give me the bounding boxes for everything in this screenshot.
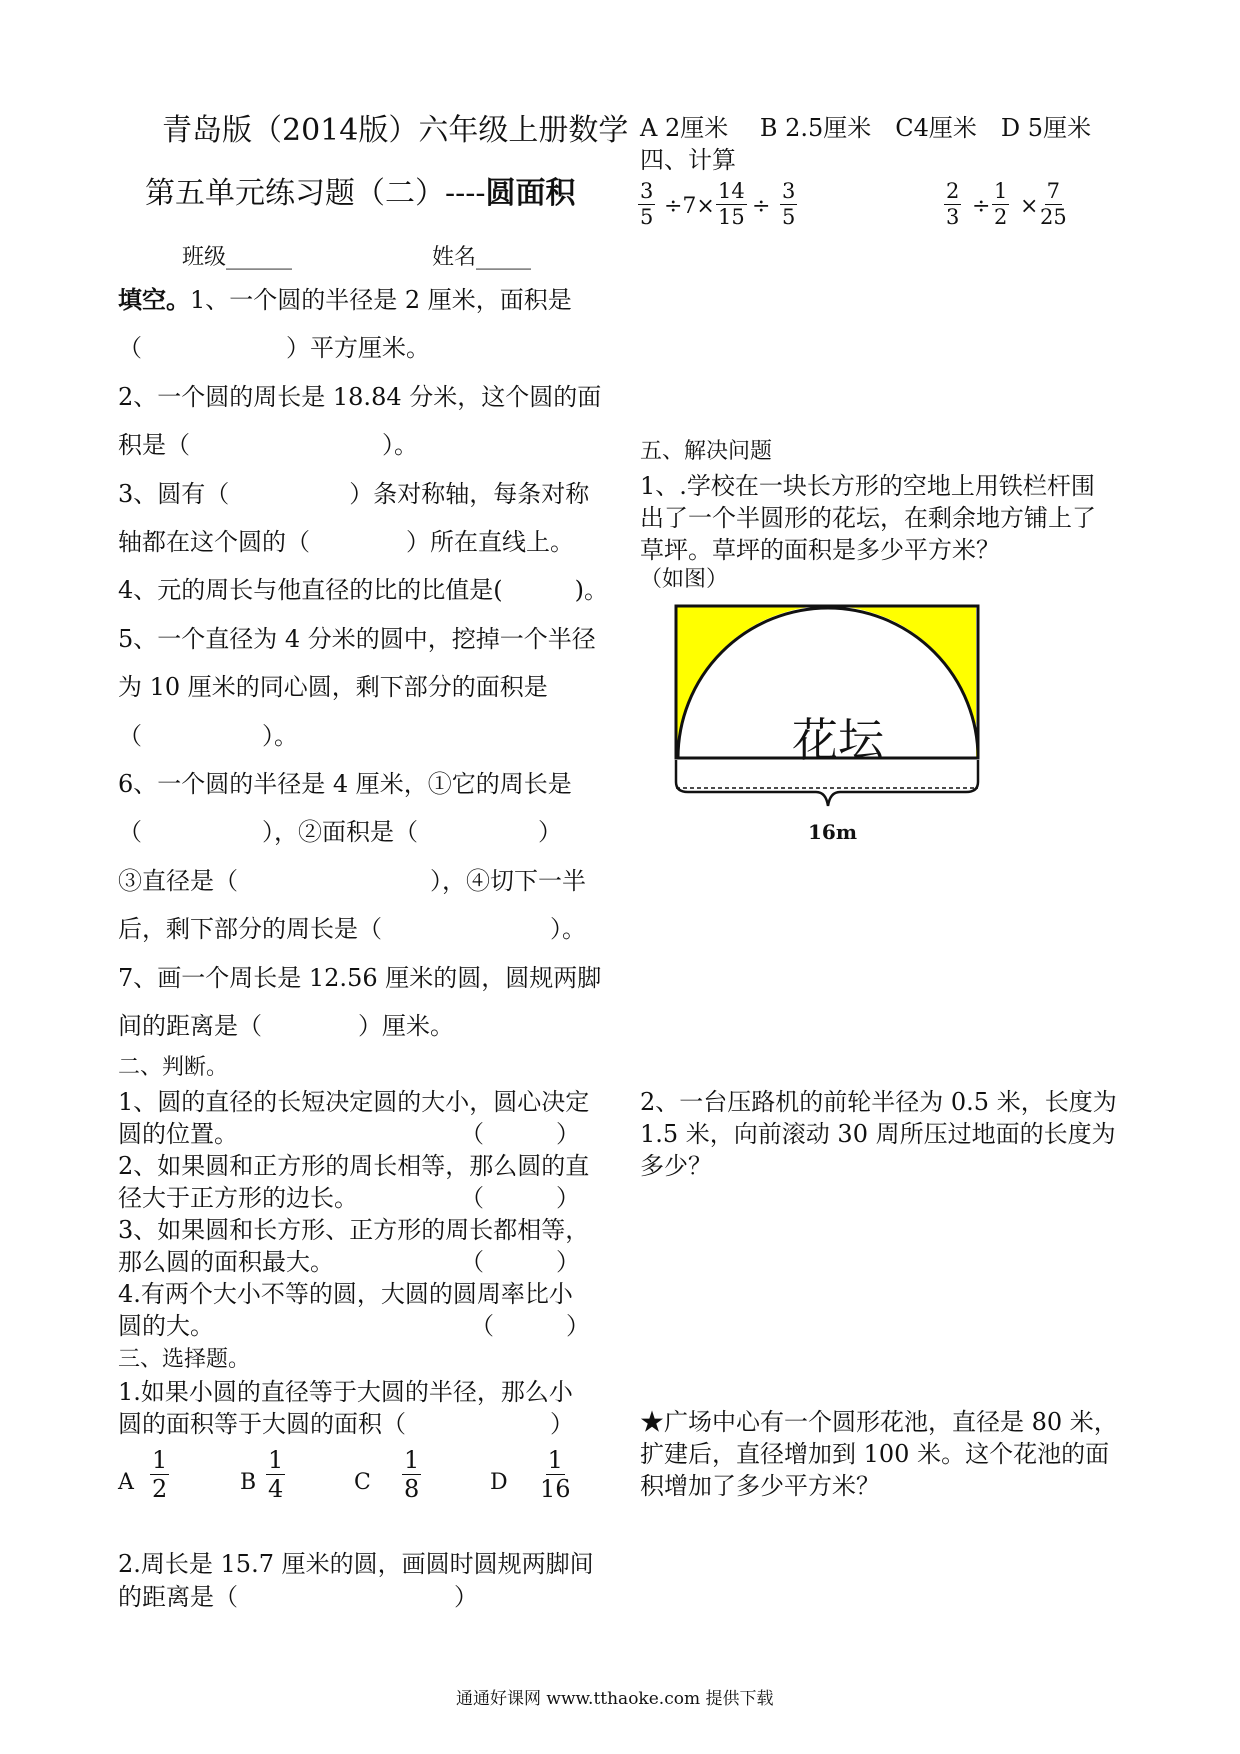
fill-q2-line2: 积是（ ）。 [118,431,418,459]
fill-q6-line3: ③直径是（ ），④切下一半 [118,867,586,895]
choice-q2-line2: 的距离是（ ） [118,1583,478,1611]
choice-q2-options: A 2厘米 B 2.5厘米 C4厘米 D 5厘米 [640,114,1092,142]
calc-expr2-operator-div: ÷ [972,194,991,219]
choice-q2-line1: 2.周长是 15.7 厘米的圆，画圆时圆规两脚间 [118,1550,594,1578]
solve-heading: 五、解决问题 [640,439,773,464]
calc-expr1-operator-div: ÷ [752,194,771,219]
judge-q3-paren: （ ） [460,1248,580,1276]
fill-q5-line2: 为 10 厘米的同心圆，剩下部分的面积是 [118,673,548,701]
calc-expr1-fraction-2: $\frac{14}{15}$ [718,179,745,229]
calc-expr2-fraction-1: $\frac{2}{3}$ [946,179,960,229]
fill-q7-line1: 7、画一个周长是 12.56 厘米的圆，圆规两脚 [118,964,602,992]
choice-option-c-letter: C [354,1470,371,1495]
class-field: 班级______ [182,245,293,270]
fill-q1-text: 1、一个圆的半径是 2 厘米，面积是 [190,286,572,314]
judge-q2-line2: 径大于正方形的边长。 [118,1184,358,1212]
judge-q2-line1: 2、如果圆和正方形的周长相等，那么圆的直 [118,1152,590,1180]
calc-expr1-fraction-1: $\frac{3}{5}$ [640,179,654,229]
choice-option-d-letter: D [490,1470,508,1495]
fill-q3-line1: 3、圆有（ ）条对称轴，每条对称 [118,480,590,508]
judge-q1-line1: 1、圆的直径的长短决定圆的大小，圆心决定 [118,1088,590,1116]
solve-q1-line2: 出了一个半圆形的花坛，在剩余地方铺上了 [640,504,1096,532]
solve-q3-line3: 积增加了多少平方米？ [640,1472,880,1500]
fill-q5-line3: （ ）。 [118,722,298,750]
solve-q2-line2: 1.5 米，向前滚动 30 周所压过地面的长度为 [640,1120,1116,1148]
judge-q1-paren: （ ） [460,1120,580,1148]
judge-q2-paren: （ ） [460,1184,580,1212]
calc-expr1-operator-mid: ÷7× [664,194,715,219]
calc-heading: 四、计算 [640,146,736,174]
flowerbed-label: 花坛 [792,713,884,767]
solve-q3-line2: 扩建后，直径增加到 100 米。这个花池的面 [640,1440,1110,1468]
fill-heading: 填空。 [118,285,190,314]
width-label: 16m [808,820,857,844]
fill-q7-line2: 间的距离是（ ）厘米。 [118,1012,454,1040]
title-line-1: 青岛版（2014版）六年级上册数学 [162,113,629,148]
judge-q1-line2: 圆的位置。 [118,1120,238,1148]
choice-option-b-letter: B [240,1470,257,1495]
solve-q2-line1: 2、一台压路机的前轮半径为 0.5 米，长度为 [640,1088,1117,1116]
fill-q6-line2: （ ），②面积是（ ） [118,818,562,846]
title-topic: 圆面积 [485,176,576,211]
choice-option-c-fraction: $\frac{1}{8}$ [404,1446,420,1503]
choice-q1-line1: 1.如果小圆的直径等于大圆的半径，那么小 [118,1378,573,1406]
name-field: 姓名_____ [432,245,532,270]
calc-expr2-operator-times: × [1020,194,1039,219]
fill-q1-line2: （ ）平方厘米。 [118,334,430,362]
solve-q2-line3: 多少？ [640,1152,712,1180]
solve-q1-line3: 草坪。草坪的面积是多少平方米？ [640,536,1000,564]
judge-q3-line1: 3、如果圆和长方形、正方形的周长都相等， [118,1216,590,1244]
fill-q2-line1: 2、一个圆的周长是 18.84 分米，这个圆的面 [118,383,602,411]
solve-q3-line1: ★广场中心有一个圆形花池，直径是 80 米， [640,1408,1118,1436]
fill-q4: 4、元的周长与他直径的比的比值是( )。 [118,576,608,604]
judge-q4-line2: 圆的大。 [118,1312,214,1340]
calc-expr2-fraction-2: $\frac{1}{2}$ [994,179,1008,229]
judge-q4-line1: 4.有两个大小不等的圆，大圆的圆周率比小 [118,1280,573,1308]
solve-q1-line1: 1、.学校在一块长方形的空地上用铁栏杆围 [640,472,1095,500]
fill-q3-line2: 轴都在这个圆的（ ）所在直线上。 [118,528,574,556]
judge-q4-paren: （ ） [470,1312,590,1340]
title-prefix: 第五单元练习题（二）---- [145,176,486,211]
calc-expr2-fraction-3: $\frac{7}{25}$ [1040,179,1067,229]
fill-q6-line4: 后，剩下部分的周长是（ ）。 [118,915,586,943]
choice-heading: 三、选择题。 [118,1347,251,1372]
judge-heading: 二、判断。 [118,1055,229,1080]
judge-q3-line2: 那么圆的面积最大。 [118,1248,334,1276]
choice-option-a-fraction: $\frac{1}{2}$ [152,1446,168,1503]
choice-option-a-letter: A [118,1470,134,1495]
choice-option-b-fraction: $\frac{1}{4}$ [268,1446,284,1503]
footer-credit: 通通好课网 www.tthaoke.com 提供下载 [456,1689,774,1709]
fill-q6-line1: 6、一个圆的半径是 4 厘米，①它的周长是 [118,770,572,798]
calc-expr1-fraction-3: $\frac{3}{5}$ [782,179,796,229]
choice-q1-line2: 圆的面积等于大圆的面积（ ） [118,1410,574,1438]
fill-q5-line1: 5、一个直径为 4 分米的圆中，挖掉一个半径 [118,625,596,653]
fill-q1-line1 [118,280,572,315]
choice-option-d-fraction: $\frac{1}{16}$ [540,1446,571,1503]
title-line-2 [145,168,576,212]
solve-q1-line4: （如图） [640,567,729,592]
